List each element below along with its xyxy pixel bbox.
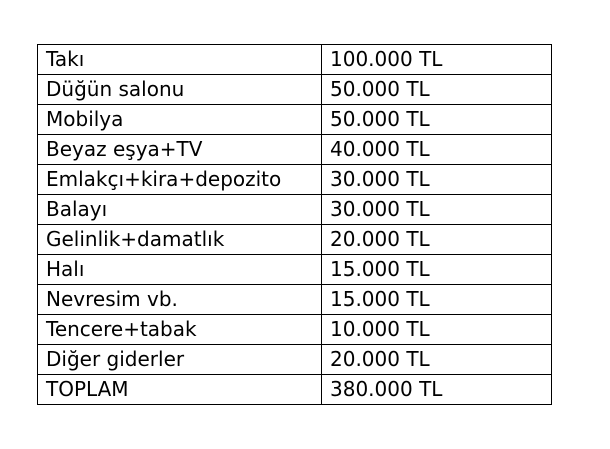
total-amount-cell: 380.000 TL	[322, 375, 552, 405]
amount-cell: 100.000 TL	[322, 45, 552, 75]
table-row	[38, 135, 552, 165]
amount-cell: 15.000 TL	[322, 255, 552, 285]
expense-table	[37, 44, 552, 405]
table-row	[38, 345, 552, 375]
total-label-cell: TOPLAM	[38, 375, 322, 405]
table-row	[38, 75, 552, 105]
amount-cell: 50.000 TL	[322, 105, 552, 135]
table-row	[38, 315, 552, 345]
amount-cell: 30.000 TL	[322, 195, 552, 225]
item-cell: Balayı	[38, 195, 322, 225]
amount-cell: 20.000 TL	[322, 225, 552, 255]
amount-cell: 15.000 TL	[322, 285, 552, 315]
table-row	[38, 255, 552, 285]
item-cell: Emlakçı+kira+depozito	[38, 165, 322, 195]
amount-cell: 20.000 TL	[322, 345, 552, 375]
amount-cell: 30.000 TL	[322, 165, 552, 195]
amount-cell: 10.000 TL	[322, 315, 552, 345]
item-cell: Diğer giderler	[38, 345, 322, 375]
total-row	[38, 375, 552, 405]
item-cell: Halı	[38, 255, 322, 285]
table-row	[38, 285, 552, 315]
table-row	[38, 105, 552, 135]
table-row	[38, 195, 552, 225]
table-row	[38, 225, 552, 255]
amount-cell: 40.000 TL	[322, 135, 552, 165]
item-cell: Nevresim vb.	[38, 285, 322, 315]
item-cell: Beyaz eşya+TV	[38, 135, 322, 165]
item-cell: Gelinlik+damatlık	[38, 225, 322, 255]
item-cell: Mobilya	[38, 105, 322, 135]
table-row	[38, 165, 552, 195]
item-cell: Düğün salonu	[38, 75, 322, 105]
table-row	[38, 45, 552, 75]
item-cell: Takı	[38, 45, 322, 75]
amount-cell: 50.000 TL	[322, 75, 552, 105]
item-cell: Tencere+tabak	[38, 315, 322, 345]
